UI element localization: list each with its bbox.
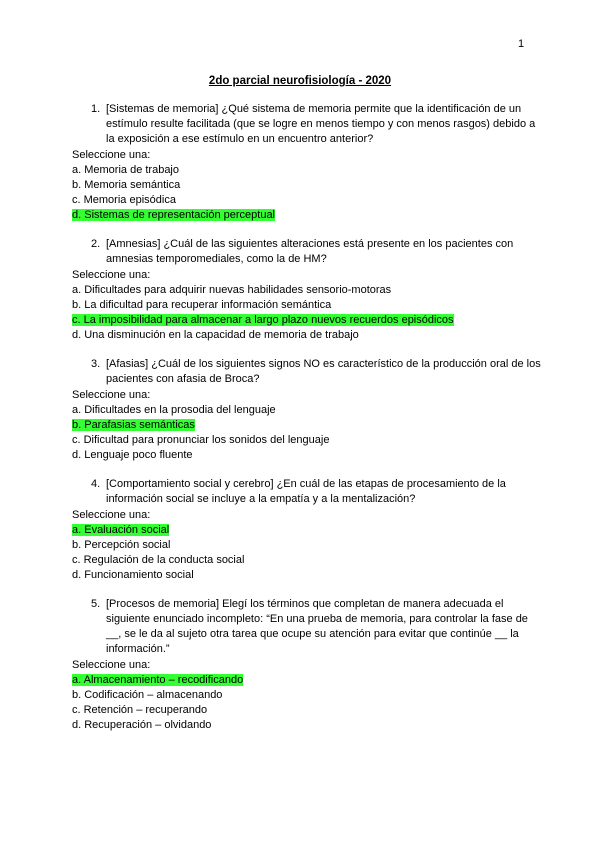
option-c[interactable] (72, 193, 542, 208)
option-d[interactable] (72, 448, 542, 463)
question-text: [Afasias] ¿Cuál de los siguientes signos NO es característico de la producción oral de los pacientes con afasia de Broca? (106, 358, 541, 385)
option-c[interactable] (72, 433, 542, 448)
question-number: 1. (91, 103, 101, 115)
option-list (72, 673, 542, 733)
select-prompt: Seleccione una: (72, 659, 151, 671)
question-2 (72, 237, 542, 343)
option-d-correct[interactable] (72, 208, 542, 223)
option-label: b. Memoria semántica (72, 179, 181, 191)
option-label-highlighted: a. Evaluación social (72, 524, 170, 536)
option-b[interactable] (72, 688, 542, 703)
question-text: [Procesos de memoria] Elegí los términos que completan de manera adecuada el siguiente enunciado incompleto: “En una prueba de memoria, para controlar la fase de __, se le da al sujeto otra tarea que ocupe su atención para evitar que continúe __ la información.” (106, 598, 528, 655)
question-text: [Sistemas de memoria] ¿Qué sistema de memoria permite que la identificación de un estímulo resulte facilitada (que se logre en menos tiempo y con menos rasgos) debido a la exposición a ese estímulo en un encuentro anterior? (106, 103, 536, 145)
option-label-highlighted: c. La imposibilidad para almacenar a largo plazo nuevos recuerdos episódicos (72, 314, 454, 326)
option-label: b. Codificación – almacenando (72, 689, 223, 701)
page-number: 1 (518, 38, 525, 50)
question-number: 2. (91, 238, 101, 250)
question-3 (72, 357, 542, 463)
option-label: c. Regulación de la conducta social (72, 554, 245, 566)
option-c[interactable] (72, 553, 542, 568)
option-label: d. Funcionamiento social (72, 569, 194, 581)
question-5 (72, 597, 542, 733)
option-label: c. Retención – recuperando (72, 704, 208, 716)
option-c-correct[interactable] (72, 313, 542, 328)
option-a-correct[interactable] (72, 673, 542, 688)
option-label: d. Recuperación – olvidando (72, 719, 212, 731)
option-b[interactable] (72, 298, 542, 313)
option-label: b. Percepción social (72, 539, 171, 551)
option-d[interactable] (72, 568, 542, 583)
option-label: c. Memoria episódica (72, 194, 176, 206)
option-b[interactable] (72, 538, 542, 553)
option-label-highlighted: a. Almacenamiento – recodificando (72, 674, 244, 686)
question-text: [Amnesias] ¿Cuál de las siguientes alteraciones está presente en los pacientes con amnesias temporomediales, como la de HM? (106, 238, 514, 265)
option-a[interactable] (72, 403, 542, 418)
select-prompt: Seleccione una: (72, 149, 151, 161)
option-label: d. Lenguaje poco fluente (72, 449, 193, 461)
document-title: 2do parcial neurofisiología - 2020 (208, 75, 392, 87)
select-prompt: Seleccione una: (72, 389, 151, 401)
select-prompt: Seleccione una: (72, 269, 151, 281)
question-number: 3. (91, 358, 101, 370)
option-list (72, 523, 542, 583)
option-list (72, 163, 542, 223)
question-list (72, 102, 542, 747)
option-label-highlighted: d. Sistemas de representación perceptual (72, 209, 276, 221)
option-a-correct[interactable] (72, 523, 542, 538)
question-number: 5. (91, 598, 101, 610)
question-4 (72, 477, 542, 583)
option-label-highlighted: b. Parafasias semánticas (72, 419, 195, 431)
option-b[interactable] (72, 178, 542, 193)
question-text: [Comportamiento social y cerebro] ¿En cuál de las etapas de procesamiento de la información social se incluye a la empatía y a la mentalización? (106, 478, 506, 505)
select-prompt: Seleccione una: (72, 509, 151, 521)
option-label: a. Memoria de trabajo (72, 164, 179, 176)
option-label: d. Una disminución en la capacidad de memoria de trabajo (72, 329, 359, 341)
option-label: a. Dificultades para adquirir nuevas habilidades sensorio-motoras (72, 284, 392, 296)
option-label: b. La dificultad para recuperar información semántica (72, 299, 332, 311)
option-list (72, 403, 542, 463)
option-c[interactable] (72, 703, 542, 718)
option-a[interactable] (72, 283, 542, 298)
option-b-correct[interactable] (72, 418, 542, 433)
option-a[interactable] (72, 163, 542, 178)
question-1 (72, 102, 542, 223)
option-d[interactable] (72, 328, 542, 343)
option-list (72, 283, 542, 343)
question-number: 4. (91, 478, 101, 490)
option-label: a. Dificultades en la prosodia del lenguaje (72, 404, 276, 416)
option-d[interactable] (72, 718, 542, 733)
option-label: c. Dificultad para pronunciar los sonidos del lenguaje (72, 434, 330, 446)
